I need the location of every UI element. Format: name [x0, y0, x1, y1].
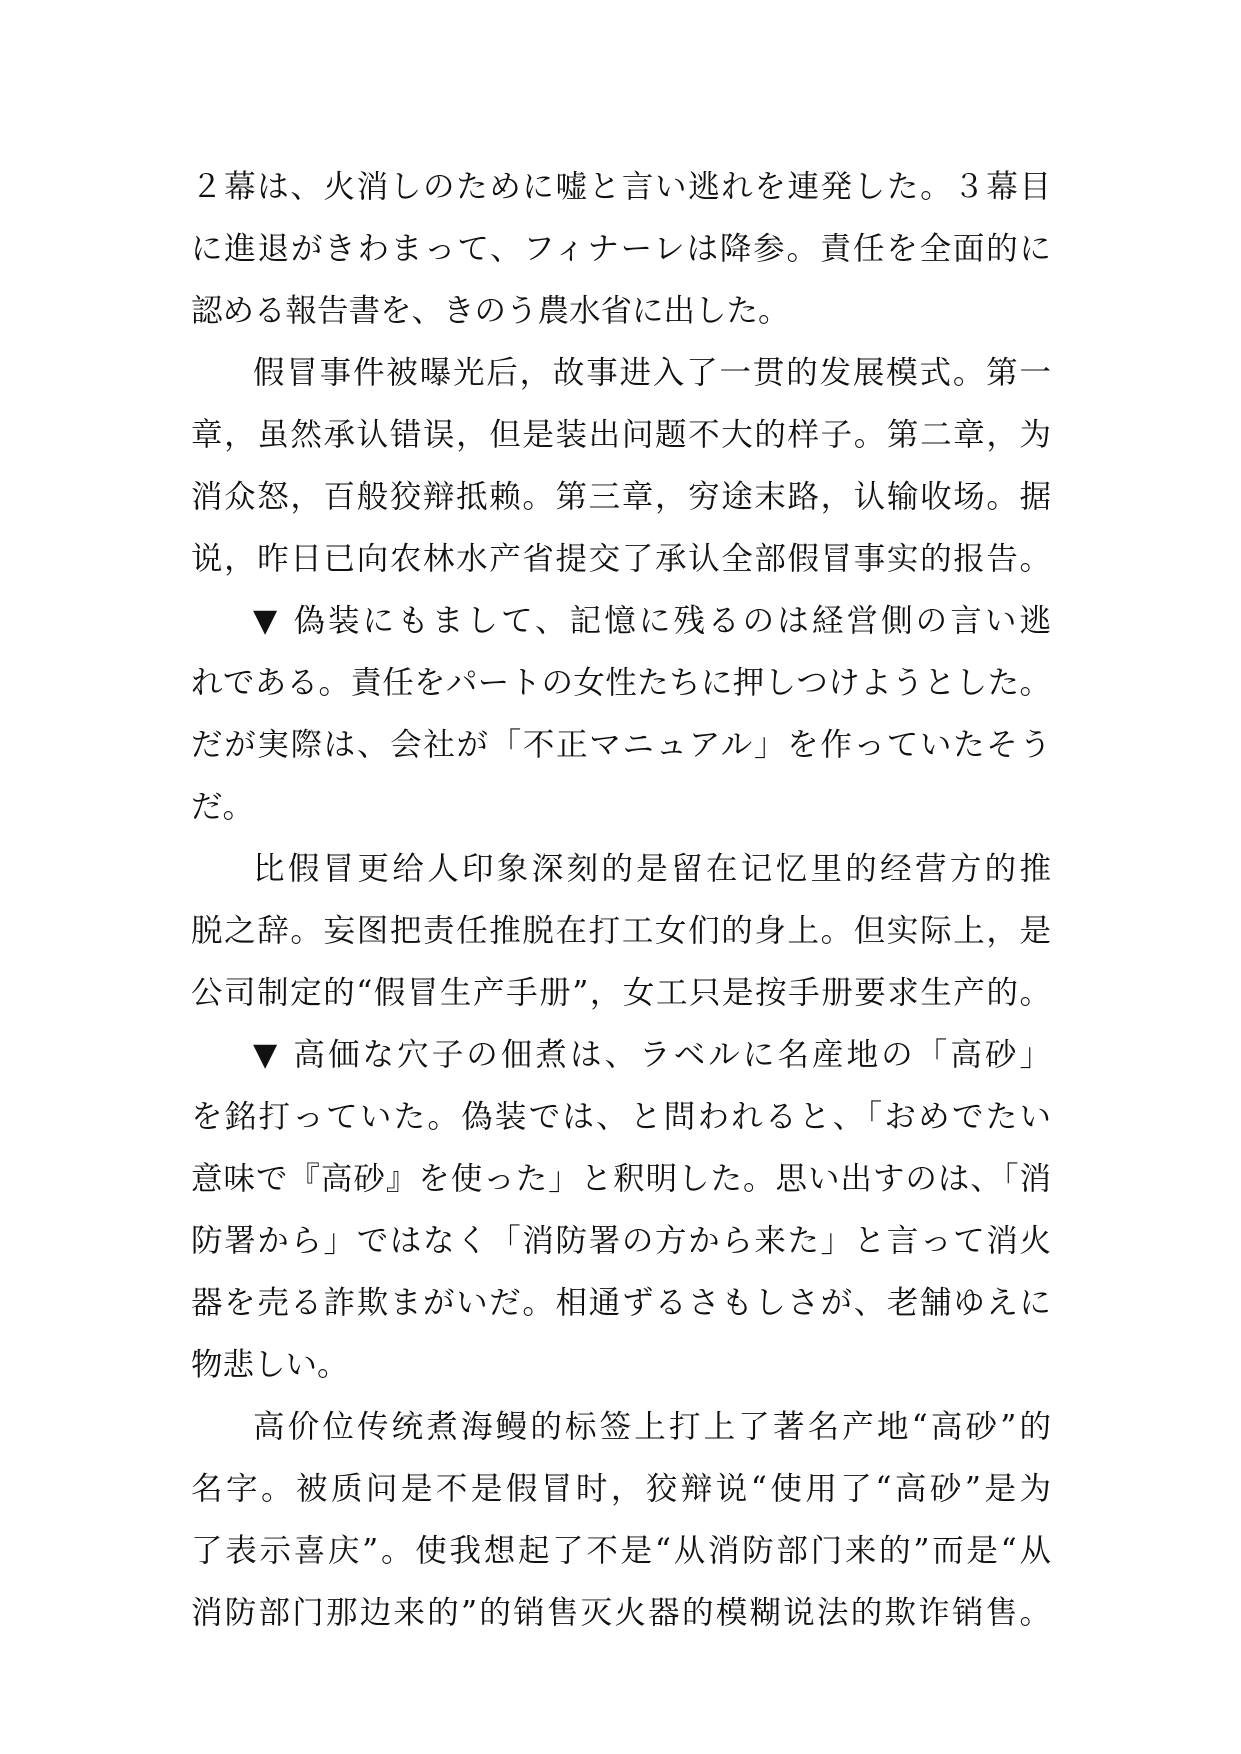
text-line: 消防部门那边来的”的销售灭火器的模糊说法的欺诈销售。 — [191, 1595, 1051, 1631]
text-line: 说，昨日已向农林水产省提交了承认全部假冒事实的报告。 — [191, 541, 1051, 577]
text-line: 比假冒更给人印象深刻的是留在记忆里的经营方的推 — [253, 851, 1051, 887]
text-line: 防署から」ではなく「消防署の方から来た」と言って消火 — [191, 1223, 1051, 1259]
text-line: ▼ 偽装にもまして、記憶に残るのは経営側の言い逃 — [253, 603, 1051, 639]
text-line: 名字。被质问是不是假冒时，狡辩说“使用了“高砂”是为 — [191, 1471, 1051, 1507]
text-line: だが実際は、会社が「不正マニュアル」を作っていたそう — [191, 727, 1051, 763]
text-line: 了表示喜庆”。使我想起了不是“从消防部门来的”而是“从 — [191, 1533, 1051, 1569]
text-line: 脱之辞。妄图把责任推脱在打工女们的身上。但实际上，是 — [191, 913, 1051, 949]
text-line: を銘打っていた。偽装では、と問われると、「おめでたい — [191, 1099, 1051, 1135]
text-line: に進退がきわまって、フィナーレは降参。責任を全面的に — [191, 231, 1051, 267]
text-line: 假冒事件被曝光后，故事进入了一贯的发展模式。第一 — [253, 355, 1051, 391]
text-line: れである。責任をパートの女性たちに押しつけようとした。 — [191, 665, 1051, 701]
text-line: 高价位传统煮海鳗的标签上打上了著名产地“高砂”的 — [253, 1409, 1051, 1445]
text-line: 意味で『高砂』を使った」と釈明した。思い出すのは、「消 — [191, 1161, 1051, 1197]
text-line: 章，虽然承认错误，但是装出问题不大的样子。第二章，为 — [191, 417, 1051, 453]
text-line: 器を売る詐欺まがいだ。相通ずるさもしさが、老舗ゆえに — [191, 1285, 1051, 1321]
text-line: だ。 — [191, 789, 255, 825]
text-line: 公司制定的“假冒生产手册”，女工只是按手册要求生产的。 — [191, 975, 1051, 1011]
text-line: ２幕は、火消しのために嘘と言い逃れを連発した。３幕目 — [191, 169, 1051, 205]
text-line: 認める報告書を、きのう農水省に出した。 — [191, 293, 790, 329]
text-line: ▼ 高価な穴子の佃煮は、ラベルに名産地の「高砂」 — [253, 1037, 1051, 1073]
text-line: 消众怒，百般狡辩抵赖。第三章，穷途末路，认输收场。据 — [191, 479, 1051, 515]
text-line: 物悲しい。 — [191, 1347, 349, 1383]
